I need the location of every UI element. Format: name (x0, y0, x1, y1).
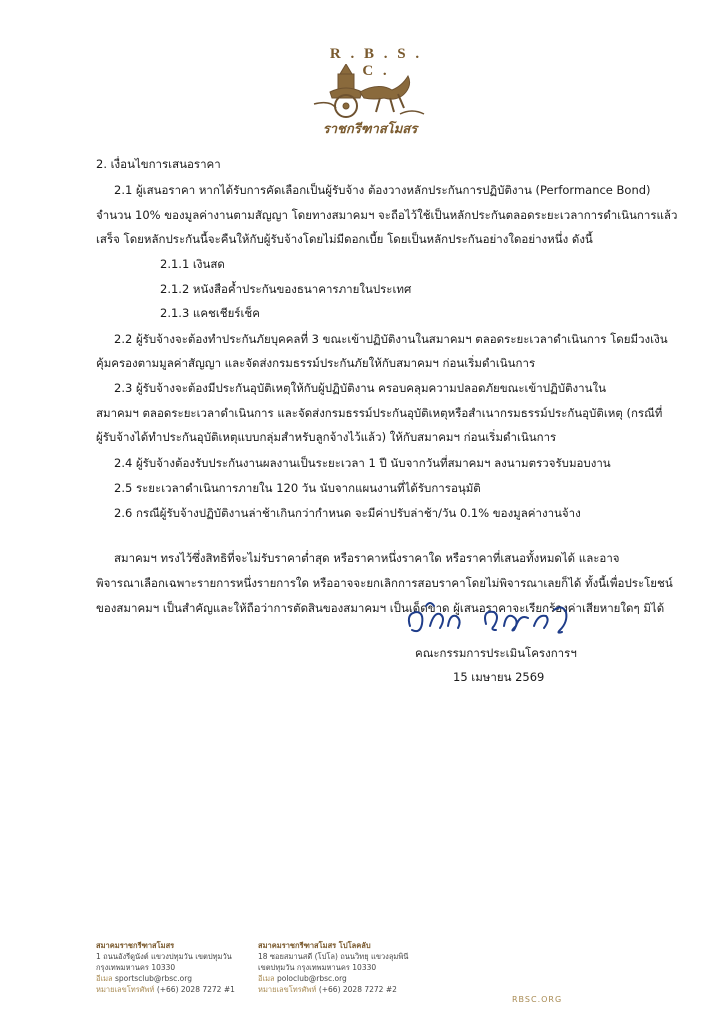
footer-club-name: สมาคมราชกรีฑาสโมสร (96, 941, 175, 950)
clause-2-3-line-2: สมาคมฯ ตลอดระยะเวลาดำเนินการ และจัดส่งกรมธรรม์ประกันอุบัติเหตุหรือสำเนากรมธรรม์ประกันอุบัติเหตุ (กรณีที่ (96, 406, 663, 420)
clause-2-1-line-1: 2.1 ผู้เสนอราคา หากได้รับการคัดเลือกเป็นผู้รับจ้าง ต้องวางหลักประกันการปฏิบัติงาน (Performance Bond) (114, 183, 651, 197)
footer-address-line-2: กรุงเทพมหานคร 10330 (96, 963, 176, 972)
clause-2-1-line-2: จำนวน 10% ของมูลค่างานตามสัญญา โดยทางสมาคมฯ จะถือไว้ใช้เป็นหลักประกันตลอดระยะเวลาการดำเนินการแล้ว (96, 208, 678, 222)
footer-phone: (+66) 2028 7272 #1 (156, 985, 235, 994)
signature-date: 15 เมษายน 2569 (453, 670, 545, 684)
footer-polo-phone: (+66) 2028 7272 #2 (318, 985, 397, 994)
rbsc-logo (300, 30, 430, 138)
clause-2-4: 2.4 ผู้รับจ้างต้องรับประกันงานผลงานเป็นระยะเวลา 1 ปี นับจากวันที่สมาคมฯ ลงนามตรวจรับมอบงาน (114, 456, 611, 470)
signatory-committee: คณะกรรมการประเมินโครงการฯ (415, 646, 577, 660)
item-2-1-2: 2.1.2 หนังสือค้ำประกันของธนาคารภายในประเทศ (160, 282, 412, 296)
footer-address-polo (258, 940, 408, 995)
logo-letters: R . B . S . C . (329, 46, 423, 79)
chariot-emblem-icon (300, 64, 430, 120)
footer-address-main (96, 940, 235, 995)
clause-2-5: 2.5 ระยะเวลาดำเนินการภายใน 120 วัน นับจากแผนงานที่ได้รับการอนุมัติ (114, 481, 481, 495)
footer-polo-address-line-1: 18 ซอยสมานสดี (โปโล) ถนนวิทยุ แขวงลุมพินี (258, 952, 409, 961)
handwritten-signature (400, 596, 590, 640)
footer-polo-email-label: อีเมล (258, 974, 275, 983)
logo-thai-name: ราชกรีฑาสโมสร (322, 122, 418, 137)
footer-polo-phone-label: หมายเลขโทรศัพท์ (258, 985, 317, 994)
clause-2-2-line-2: คุ้มครองตามมูลค่าสัญญา และจัดส่งกรมธรรม์ประกันภัยให้กับสมาคมฯ ก่อนเริ่มดำเนินการ (96, 356, 536, 370)
footer-email[interactable]: sportsclub@rbsc.org (115, 974, 192, 983)
footer-polo-club-name: สมาคมราชกรีฑาสโมสร โปโลคลับ (258, 941, 371, 950)
closing-line-1: สมาคมฯ ทรงไว้ซึ่งสิทธิที่จะไม่รับราคาต่ำสุด หรือราคาหนึ่งราคาใด หรือราคาที่เสนอทั้งหมดได้ และอาจ (114, 551, 620, 565)
item-2-1-3: 2.1.3 แคชเชียร์เช็ค (160, 306, 260, 320)
section-title: 2. เงื่อนไขการเสนอราคา (96, 157, 221, 171)
footer-phone-label: หมายเลขโทรศัพท์ (96, 985, 155, 994)
footer-website[interactable]: RBSC.ORG (512, 995, 563, 1004)
clause-2-1-line-3: เสร็จ โดยหลักประกันนี้จะคืนให้กับผู้รับจ้างโดยไม่มีดอกเบี้ย โดยเป็นหลักประกันอย่างใดอย่างหนึ่ง ดังนี้ (96, 232, 593, 246)
clause-2-2-line-1: 2.2 ผู้รับจ้างจะต้องทำประกันภัยบุคคลที่ 3 ขณะเข้าปฏิบัติงานในสมาคมฯ ตลอดระยะเวลาดำเนินการ โดยมีวงเงิน (114, 332, 668, 346)
footer-address-line-1: 1 ถนนอังรีดูนังต์ แขวงปทุมวัน เขตปทุมวัน (96, 952, 232, 961)
closing-line-2: พิจารณาเลือกเฉพาะรายการหนึ่งรายการใด หรืออาจจะยกเลิกการสอบราคาโดยไม่พิจารณาเลยก็ได้ ทั้งนี้เพื่อประโยชน์ (96, 576, 673, 590)
clause-2-6: 2.6 กรณีผู้รับจ้างปฏิบัติงานล่าช้าเกินกว่ากำหนด จะมีค่าปรับล่าช้า/วัน 0.1% ของมูลค่างานจ้าง (114, 506, 581, 520)
clause-2-3-line-3: ผู้รับจ้างได้ทำประกันอุบัติเหตุแบบกลุ่มสำหรับลูกจ้างไว้แล้ว) ให้กับสมาคมฯ ก่อนเริ่มดำเนินการ (96, 430, 557, 444)
clause-2-3-line-1: 2.3 ผู้รับจ้างจะต้องมีประกันอุบัติเหตุให้กับผู้ปฏิบัติงาน ครอบคลุมความปลอดภัยขณะเข้าปฏิบัติงานใน (114, 381, 606, 395)
item-2-1-1: 2.1.1 เงินสด (160, 257, 225, 271)
closing-line-3: ของสมาคมฯ เป็นสำคัญและให้ถือว่าการตัดสินของสมาคมฯ เป็นเด็ดขาด ผู้เสนอราคาจะเรียกร้องค่าเสียหายใดๆ มิได้ (96, 601, 665, 615)
footer-email-label: อีเมล (96, 974, 113, 983)
footer-polo-address-line-2: เขตปทุมวัน กรุงเทพมหานคร 10330 (258, 963, 377, 972)
footer-polo-email[interactable]: poloclub@rbsc.org (277, 974, 347, 983)
